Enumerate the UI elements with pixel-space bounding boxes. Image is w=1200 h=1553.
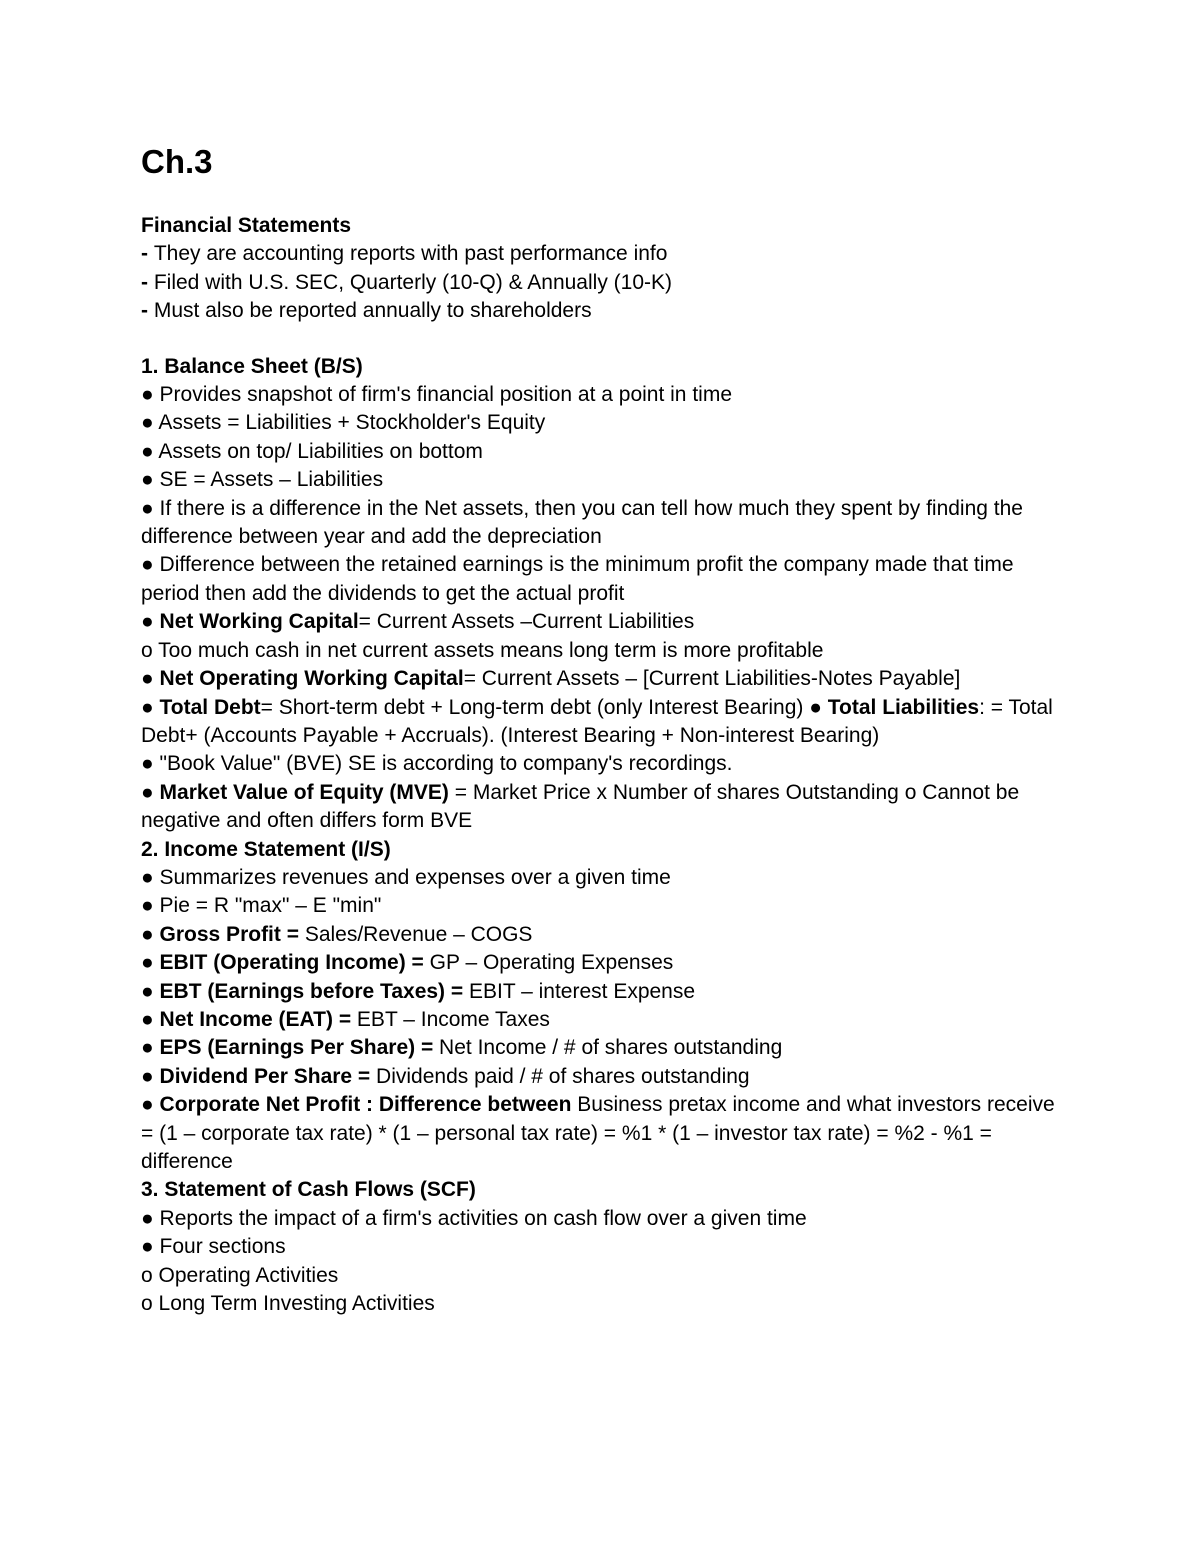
list-item-text: Pie = R "max" – E "min" (159, 894, 382, 918)
term: Total Liabilities (827, 695, 980, 719)
definition-item (141, 1063, 1071, 1091)
bullet-icon: ● (141, 1064, 154, 1088)
definition: Net Income / # of shares outstanding (433, 1036, 783, 1060)
bullet-icon: ● (141, 383, 154, 407)
term: Gross Profit = (159, 922, 299, 946)
bullet-icon: ● (141, 1235, 154, 1259)
list-item-text: Filed with U.S. SEC, Quarterly (10-Q) & Annually (10-K) (153, 270, 672, 294)
list-item (141, 240, 1071, 268)
definition: = Current Assets – [Current Liabilities-Notes Payable] (463, 667, 961, 691)
list-item-text: "Book Value" (BVE) SE is according to company's recordings. (159, 752, 733, 776)
definition-item (141, 779, 1071, 836)
list-item (141, 1233, 1071, 1261)
list-item (141, 892, 1071, 920)
bullet-icon: ● (141, 865, 154, 889)
list-item-text: SE = Assets – Liabilities (159, 468, 384, 492)
bullet-icon: ● (141, 468, 154, 492)
bullet-icon: ● (141, 1036, 154, 1060)
definition-item (141, 694, 1071, 751)
section-heading-cash-flows: 3. Statement of Cash Flows (SCF) (141, 1178, 476, 1202)
bullet-icon: ● (141, 439, 154, 463)
bullet-icon: ● (141, 752, 154, 776)
list-item (141, 409, 1071, 437)
bullet-icon: ● (141, 411, 154, 435)
list-item (141, 297, 1071, 325)
bullet-icon: ● (141, 1093, 154, 1117)
page-title: Ch.3 (141, 143, 213, 180)
list-item (141, 750, 1071, 778)
term: Net Operating Working Capital (159, 667, 464, 691)
list-item (141, 495, 1071, 552)
bullet-icon: ● (141, 780, 154, 804)
definition: Dividends paid / # of shares outstanding (370, 1064, 750, 1088)
bullet-icon: ● (141, 553, 154, 577)
dash-marker: - (141, 299, 154, 323)
definition-item (141, 978, 1071, 1006)
bullet-icon: ● (141, 1007, 154, 1031)
sub-item: o Operating Activities (141, 1263, 339, 1287)
term: Net Working Capital (159, 610, 359, 634)
dash-marker: - (141, 270, 154, 294)
term: Net Income (EAT) = (159, 1007, 352, 1031)
spacer (141, 326, 1071, 353)
list-item-text: Provides snapshot of firm's financial position at a point in time (159, 383, 732, 407)
list-item (141, 269, 1071, 297)
bullet-icon: ● (141, 922, 154, 946)
list-item-text: If there is a difference in the Net assets, then you can tell how much they spent by finding the difference between year and add the depreciation (141, 496, 1023, 549)
bullet-icon: ● (141, 496, 154, 520)
definition: GP – Operating Expenses (423, 951, 674, 975)
definition-item (141, 1034, 1071, 1062)
list-item-text: Reports the impact of a firm's activities on cash flow over a given time (159, 1206, 807, 1230)
definition: Sales/Revenue – COGS (298, 922, 533, 946)
bullet-icon: ● (809, 695, 822, 719)
definition-item (141, 1091, 1071, 1176)
sub-item: o Too much cash in net current assets means long term is more profitable (141, 638, 824, 662)
document-page (141, 140, 1071, 1318)
list-item-text: They are accounting reports with past performance info (153, 242, 668, 266)
definition-item (141, 949, 1071, 977)
term: Total Debt (159, 695, 261, 719)
bullet-icon: ● (141, 951, 154, 975)
term: EBIT (Operating Income) = (159, 951, 424, 975)
list-item (141, 381, 1071, 409)
list-item (141, 864, 1071, 892)
bullet-icon: ● (141, 894, 154, 918)
definition: EBIT – interest Expense (463, 979, 696, 1003)
term: Dividend Per Share = (159, 1064, 371, 1088)
definition: : = Total Debt+ (Accounts Payable + Accruals). (Interest Bearing + Non-interest Bearing) (141, 695, 1053, 747)
list-item (141, 551, 1071, 608)
bullet-icon: ● (141, 695, 154, 719)
bullet-icon: ● (141, 610, 154, 634)
list-item-text: Must also be reported annually to shareholders (153, 299, 592, 323)
definition-item (141, 1006, 1071, 1034)
definition: = Short-term debt + Long-term debt (only Interest Bearing) (260, 695, 810, 719)
list-item-text: Assets on top/ Liabilities on bottom (158, 439, 483, 463)
definition-item (141, 921, 1071, 949)
term: EPS (Earnings Per Share) = (159, 1036, 434, 1060)
bullet-icon: ● (141, 1206, 154, 1230)
section-heading-financial-statements: Financial Statements (141, 214, 352, 237)
term: EBT (Earnings before Taxes) = (159, 979, 464, 1003)
list-item (141, 1205, 1071, 1233)
bullet-icon: ● (141, 667, 154, 691)
dash-marker: - (141, 242, 154, 266)
definition: Business pretax income and what investors receive = (1 – corporate tax rate) * (1 – personal tax rate) = %1 * (1 – investor tax rate) = %2 - %1 = difference (141, 1093, 1055, 1173)
bullet-icon: ● (141, 979, 154, 1003)
definition: = Market Price x Number of shares Outstanding o Cannot be negative and often differs form BVE (141, 780, 1020, 833)
term: Corporate Net Profit : Difference between (159, 1093, 572, 1117)
definition-item (141, 608, 1071, 636)
term: Market Value of Equity (MVE) (159, 780, 449, 804)
section-heading-balance-sheet: 1. Balance Sheet (B/S) (141, 354, 363, 378)
section-heading-income-statement: 2. Income Statement (I/S) (141, 837, 391, 861)
list-item (141, 438, 1071, 466)
definition-item (141, 665, 1071, 693)
list-item-text: Summarizes revenues and expenses over a given time (159, 865, 671, 889)
definition: EBT – Income Taxes (351, 1007, 550, 1031)
list-item (141, 466, 1071, 494)
list-item-text: Assets = Liabilities + Stockholder's Equity (158, 411, 546, 435)
definition: = Current Assets –Current Liabilities (358, 610, 695, 634)
sub-item: o Long Term Investing Activities (141, 1292, 435, 1316)
list-item-text: Difference between the retained earnings is the minimum profit the company made that time period then add the dividends to get the actual profit (141, 553, 1014, 605)
list-item-text: Four sections (159, 1235, 286, 1259)
